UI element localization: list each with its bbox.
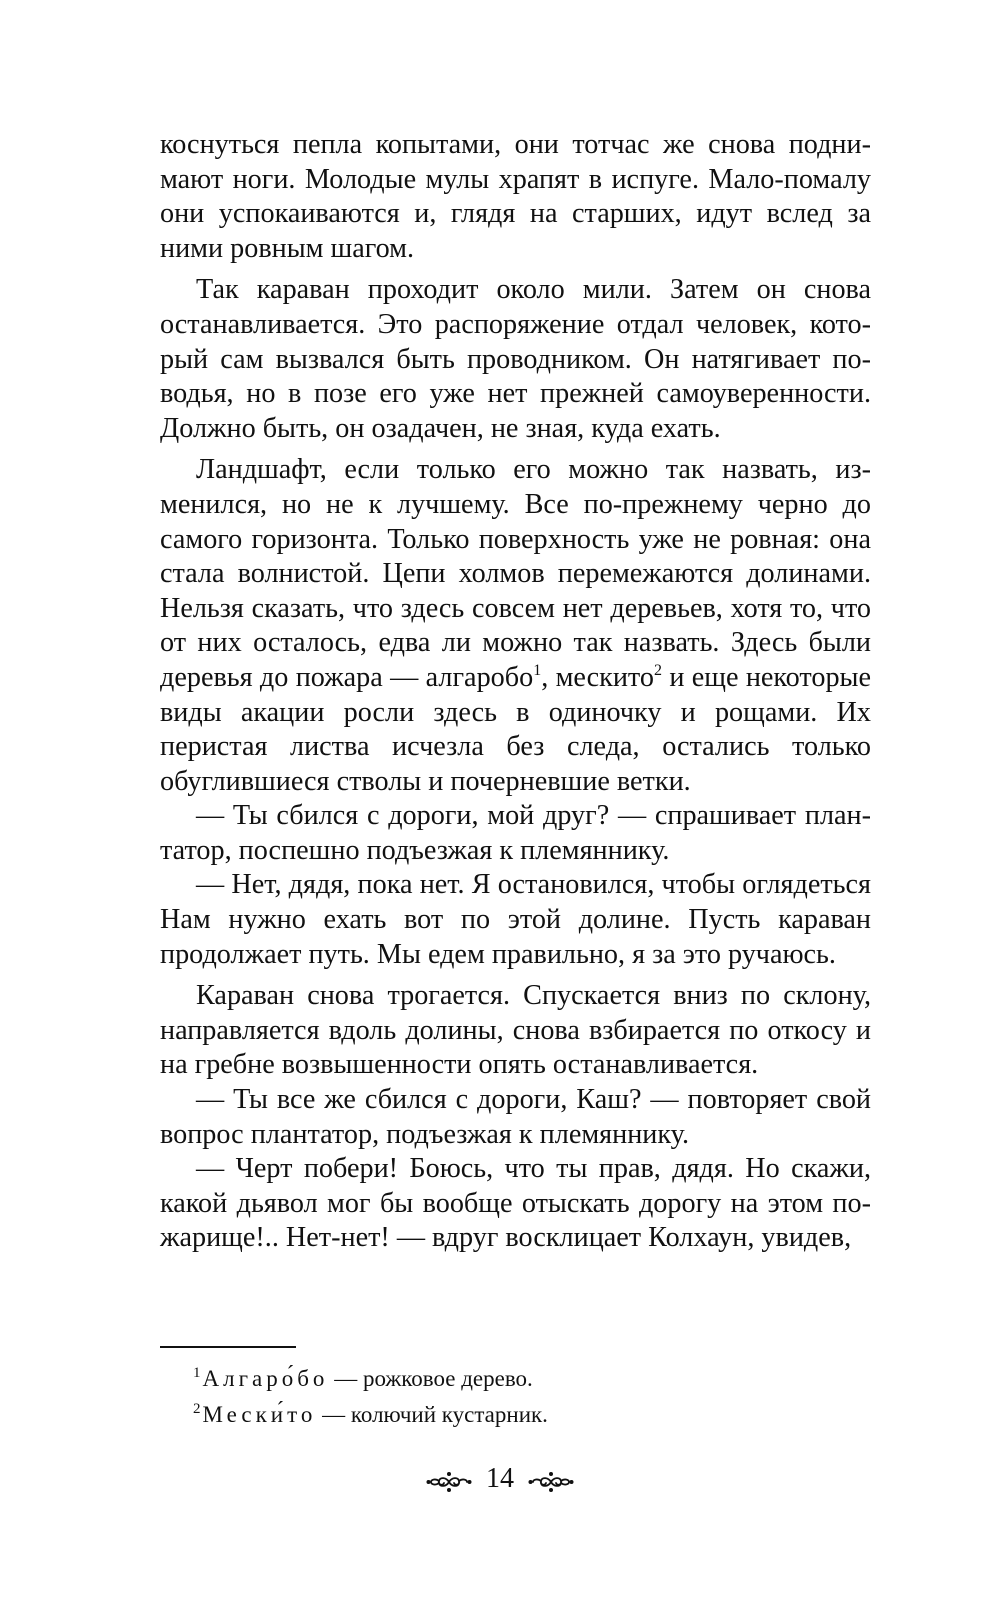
paragraph-2: Так караван проходит около мили. Затем он снова останавливается. Это распоряжение отдал человек, который сам вызвался быть проводником. Он натягивает поводья, но в позе его уже нет прежней самоуверенности. Должно быть, он озадачен, не зная, куда ехать.: [160, 274, 871, 444]
footnote-2-text: — колючий кустарник.: [316, 1402, 548, 1427]
footnote-ref-1: 1: [533, 661, 542, 679]
ornament-left-icon: [426, 1469, 472, 1495]
paragraph-1: коснуться пепла копытами, они тотчас же снова поднимают ноги. Молодые мулы храпят в испуге. Мало-помалу они успокаиваются и, глядя на старших, идут вслед за ними ровным шагом.: [160, 129, 871, 264]
paragraph-7: — Ты все же сбился с дороги, Каш? — повторяет свой вопрос плантатор, подъезжая к племяннику.: [160, 1084, 871, 1150]
footnote-1: [193, 1358, 873, 1394]
page-footer: [0, 1462, 1000, 1502]
paragraph-3-part-3: и еще некоторые виды акации росли здесь в одиночку и рощами. Их перистая листва исчезла без следа, остались только обуглившиеся стволы и почерневшие ветки.: [160, 661, 871, 797]
footnote-1-term: Алгаро́бо: [202, 1366, 329, 1391]
paragraph-4: — Ты сбился с дороги, мой друг? — спрашивает плантатор, поспешно подъезжая к племяннику.: [160, 800, 871, 866]
footnote-2-mark: 2: [193, 1401, 201, 1417]
paragraph-6: Караван снова трогается. Спускается вниз по склону, направляется вдоль долины, снова взбирается по откосу и на гребне возвышенности опять останавливается.: [160, 980, 871, 1081]
footnote-1-mark: 1: [193, 1365, 201, 1381]
footnote-2-term: Мески́то: [202, 1402, 317, 1427]
paragraph-3-part-1: Ландшафт, если только его можно так назвать, изменился, но не к лучшему. Все по-прежнему черно до самого горизонта. Только поверхность уже не ровная: она стала волнистой. Цепи холмов перемежаются долинами. Нельзя сказать, что здесь совсем нет деревьев, хотя то, что от них осталось, едва ли можно так назвать. Здесь были деревья до пожара — алгаробо: [160, 454, 871, 693]
footnotes: [193, 1358, 873, 1430]
paragraph-8: — Черт побери! Боюсь, что ты прав, дядя. Но скажи, какой дьявол мог бы вообще отыскать дорогу на этом пожарище!.. Нет-нет! — вдруг восклицает Колхаун, увидев,: [160, 1153, 871, 1254]
paragraph-5: — Нет, дядя, пока нет. Я остановился, чтобы оглядеться Нам нужно ехать вот по этой долине. Пусть караван продолжает путь. Мы едем правильно, я за это ручаюсь.: [160, 869, 871, 970]
footnote-ref-2: 2: [653, 661, 662, 679]
footnote-1-text: — рожковое дерево.: [328, 1366, 533, 1391]
paragraph-3-part-2: , мескито: [541, 661, 654, 693]
footnote-2: [193, 1394, 873, 1430]
footnote-rule: [160, 1346, 296, 1348]
body-text: [160, 128, 871, 1256]
ornament-right-icon: [528, 1469, 574, 1495]
page-number: 14: [486, 1463, 514, 1494]
paragraph-3: [160, 453, 871, 799]
